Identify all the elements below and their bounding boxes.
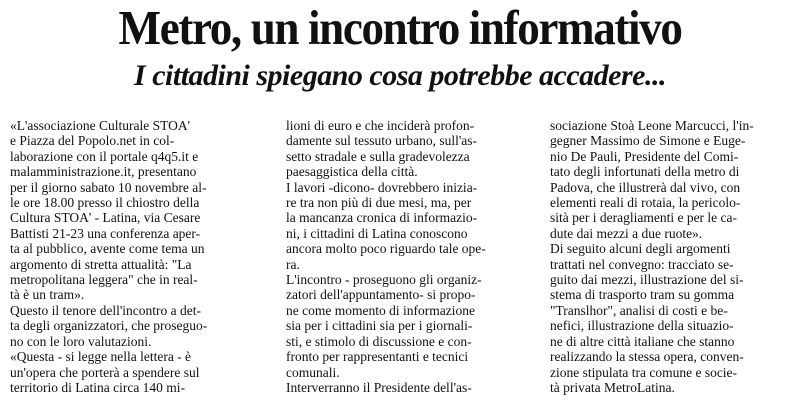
text-line: nio De Pauli, Presidente del Comi- <box>550 148 739 164</box>
text-line: elementi reali di rotaia, la pericolo- <box>550 195 741 211</box>
text-line: tà è un tram». <box>10 287 85 303</box>
text-line: comunali. <box>286 364 340 380</box>
text-line: Di seguito alcuni degli argomenti <box>550 241 731 257</box>
text-line: malamministrazione.it, presentano <box>10 164 197 180</box>
text-line: trattati nel convegno: tracciato se- <box>550 256 734 272</box>
text-line: le ore 18.00 presso il chiostro della <box>10 195 200 211</box>
text-line: sti, e stimolo di discussione e con- <box>286 333 472 349</box>
text-line: «L'associazione Culturale STOA' <box>10 118 191 133</box>
text-line: sociazione Stoà Leone Marcucci, l'in- <box>550 118 754 133</box>
headline: Metro, un incontro informativo <box>118 0 682 55</box>
text-line: ancora molto poco riguardo tale ope- <box>286 241 486 257</box>
text-line: I lavori -dicono- dovrebbero inizia- <box>286 179 478 195</box>
text-line: tato degli infortunati della metro di <box>550 164 740 180</box>
text-line: guito dai mezzi, illustrazione del si- <box>550 272 744 288</box>
text-line: zatori dell'appuntamento- si propo- <box>286 287 476 303</box>
text-line: ra. <box>286 256 300 272</box>
text-line: sità per i deragliamenti e per le ca- <box>550 210 738 226</box>
text-line: per il giorno sabato 10 novembre al- <box>10 179 207 195</box>
text-line: sia per i cittadini sia per i giornali- <box>286 318 473 334</box>
text-line: ne di altre città italiane che stanno <box>550 333 735 349</box>
text-line: ta degli organizzatori, che proseguo- <box>10 318 208 334</box>
text-line: laborazione con il portale q4q5.it e <box>10 148 199 164</box>
text-line: "Translhor", analisi di costi e be- <box>550 302 728 318</box>
text-line: la mancanza cronica di informazio- <box>286 210 478 226</box>
text-line: stema di trasporto tram su gomma <box>550 287 735 303</box>
text-line: setto stradale e sulla gradevolezza <box>286 148 470 164</box>
text-line: no con le loro valutazioni. <box>10 333 152 349</box>
text-line: e Piazza del Popolo.net in col- <box>10 133 175 149</box>
text-line: Questo il tenore dell'incontro a det- <box>10 302 201 318</box>
text-line: paesaggistica della città. <box>286 164 418 180</box>
text-line: nefici, illustrazione della situazio- <box>550 318 734 334</box>
text-line: metropolitana leggera" che in real- <box>10 272 198 288</box>
text-line: tà privata MetroLatina. <box>550 379 675 395</box>
text-line: Padova, che illustrerà dal vivo, con <box>550 179 741 195</box>
article-column-3 <box>550 118 794 420</box>
text-line: lioni di euro e che inciderà profon- <box>286 118 475 133</box>
text-line: zione stipulata tra comune e socie- <box>550 364 738 380</box>
text-line: realizzando la stessa opera, conven- <box>550 349 744 365</box>
text-line: damente sul tessuto urbano, sull'as- <box>286 133 478 149</box>
text-line: L'incontro - proseguono gli organiz- <box>286 272 482 288</box>
text-line: Battisti 21-23 una conferenza aper- <box>10 225 201 241</box>
text-line: ta al pubblico, avente come tema un <box>10 241 205 257</box>
article-column-1 <box>10 118 265 420</box>
text-line: un'opera che porterà a spendere sul <box>10 364 200 380</box>
article-column-2 <box>286 118 538 420</box>
subheadline: I cittadini spiegano cosa potrebbe accadere... <box>134 59 666 92</box>
text-line: fronto per rappresentanti e tecnici <box>286 349 469 365</box>
text-line: Cultura STOA' - Latina, via Cesare <box>10 210 201 226</box>
text-line: argomento di stretta attualità: "La <box>10 256 192 272</box>
text-line: gegner Massimo de Simone e Euge- <box>550 133 746 149</box>
text-line: «Questa - si legge nella lettera - è <box>10 349 192 365</box>
text-line: Interverranno il Presidente dell'as- <box>286 379 472 395</box>
text-line: territorio di Latina circa 140 mi- <box>10 379 186 395</box>
text-line: re tra non più di due mesi, ma, per <box>286 195 472 211</box>
text-line: ni, i cittadini di Latina conoscono <box>286 225 468 241</box>
text-line: ne come momento di informazione <box>286 302 475 318</box>
text-line: dute dai mezzi a due ruote». <box>550 225 703 241</box>
